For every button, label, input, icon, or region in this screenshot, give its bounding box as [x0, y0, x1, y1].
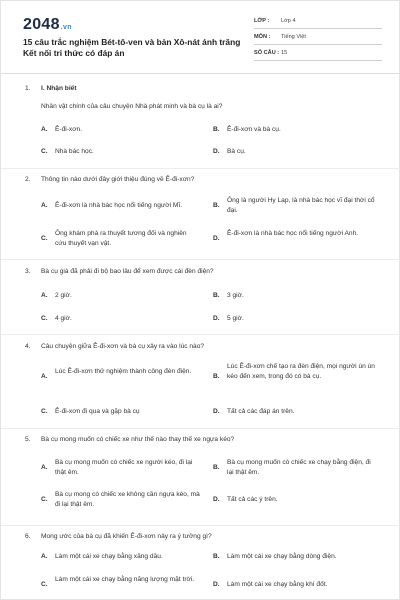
document-header	[1, 1, 399, 73]
question-number: 1.	[25, 85, 31, 92]
option-text: Lúc Ê-đi-xơn thử nghiệm thành công đèn điện.	[55, 368, 192, 375]
option-text: Ông là người Hy Lạp, là nhà bác học vĩ đại thời cổ đại.	[227, 197, 375, 214]
logo-suffix: .vn	[60, 24, 72, 31]
option-text: Bà cụ mong muốn có chiếc xe người kéo, đi lại thật êm.	[55, 459, 193, 476]
option-letter: B.	[213, 202, 220, 209]
question-stem: Bà cụ già đã phải đi bộ bao lâu để xem được cái đèn điện?	[41, 268, 214, 275]
option-text: Ê-đi-xơn là nhà bác học nổi tiếng người Anh.	[227, 230, 359, 237]
question-number: 4.	[25, 343, 31, 350]
option-letter: C.	[41, 235, 48, 242]
option-text: Ê-đi-xơn đi qua và gặp bà cụ	[55, 408, 140, 415]
option-text: 2 giờ.	[55, 292, 72, 299]
meta-value: Tiếng Việt	[281, 33, 306, 40]
option-letter: A.	[41, 373, 48, 380]
option-letter: B.	[213, 373, 220, 380]
option-letter: B.	[213, 464, 220, 471]
option-letter: A.	[41, 464, 48, 471]
meta-value: Lớp 4	[281, 17, 296, 24]
option-text: Bà cụ.	[227, 148, 246, 155]
option-text: Nhà bác học.	[55, 148, 94, 155]
question-divider	[1, 525, 400, 526]
option-letter: A.	[41, 553, 48, 560]
meta-row-subject	[254, 29, 382, 45]
option-letter: D.	[213, 408, 220, 415]
option-text: 3 giờ.	[227, 292, 244, 299]
question-text	[25, 342, 204, 351]
question-text	[25, 532, 212, 541]
meta-value: 15	[281, 49, 288, 56]
question-divider	[1, 168, 400, 169]
section-heading	[25, 84, 77, 93]
option-letter: A.	[41, 126, 48, 133]
question-text	[25, 175, 194, 184]
option-letter: D.	[213, 235, 220, 242]
question-number: 2.	[25, 176, 31, 183]
option-text: Ông khám phá ra thuyết tương đối và nghiên cứu thuyết vạn vật.	[55, 230, 187, 247]
option-text: Ê-đi-xơn là nhà bác học nổi tiếng người Mĩ.	[55, 202, 183, 209]
option-text: Lúc Ê-đi-xơn chế tạo ra đèn điện, mọi người ùn ùn kéo đến xem, trong đó có bà cụ.	[227, 363, 375, 380]
site-logo[interactable]	[23, 16, 72, 37]
option-letter: D.	[213, 148, 220, 155]
question-number: 3.	[25, 268, 31, 275]
option-text: Tất cả các ý trên.	[227, 496, 278, 503]
option-letter: D.	[213, 496, 220, 503]
option-letter: C.	[41, 148, 48, 155]
option-text: 5 giờ.	[227, 315, 244, 322]
option-text: Ê-đi-xơn.	[55, 126, 83, 133]
meta-row-class	[254, 13, 382, 29]
meta-table	[254, 13, 382, 61]
option-text: Làm một cái xe chạy bằng khí đốt.	[227, 581, 328, 588]
option-text: Làm một cái xe chạy bằng dòng điện.	[227, 553, 337, 560]
option-text: Bà cụ mong muốn có chiếc xe chạy bằng điện, đi lại thật êm.	[227, 459, 371, 476]
option-letter: C.	[41, 496, 48, 503]
logo-text: 2048	[23, 16, 60, 33]
option-letter: B.	[213, 292, 220, 299]
option-text: Bà cụ mong có chiếc xe không cần ngựa kéo, mà đi lại thật êm.	[55, 491, 200, 508]
question-stem: Bà cụ mong muốn có chiếc xe như thế nào thay thế xe ngựa kéo?	[41, 436, 235, 443]
header-divider	[1, 73, 400, 74]
option-text: Ê-đi-xơn và bà cụ.	[227, 126, 281, 133]
option-letter: C.	[41, 315, 48, 322]
question-text	[25, 267, 214, 276]
question-divider	[1, 428, 400, 429]
meta-label: MÔN :	[254, 33, 271, 40]
option-letter: C.	[41, 581, 48, 588]
question-stem: Mong ước của bà cụ đã khiến Ê-đi-xơn nảy ra ý tưởng gì?	[41, 533, 212, 540]
section-title: I. Nhận biết	[41, 85, 77, 92]
question-number: 5.	[25, 436, 31, 443]
option-letter: D.	[213, 315, 220, 322]
option-letter: B.	[213, 553, 220, 560]
question-number: 6.	[25, 533, 31, 540]
document-title: 15 câu trắc nghiệm Bét-tô-ven và bản Xô-nát ánh trăng Kết nối tri thức có đáp án	[23, 37, 241, 58]
option-text: Làm một cái xe chạy bằng xăng dầu.	[55, 553, 163, 560]
question-stem: Câu chuyện giữa Ê-đi-xơn và bà cụ xảy ra vào lúc nào?	[41, 343, 205, 350]
option-letter: B.	[213, 126, 220, 133]
option-text: Tất cả các đáp án trên.	[227, 408, 295, 415]
option-letter: A.	[41, 292, 48, 299]
question-text	[25, 435, 234, 444]
question-divider	[1, 259, 400, 260]
meta-label: SỐ CÂU :	[254, 49, 280, 56]
option-letter: A.	[41, 202, 48, 209]
meta-label: LỚP :	[254, 17, 270, 24]
option-text: Làm một cái xe chạy bằng năng lượng mặt trời.	[55, 576, 195, 583]
question-text: Nhân vật chính của câu chuyện Nhà phát minh và bà cụ là ai?	[41, 103, 223, 110]
option-text: 4 giờ.	[55, 315, 72, 322]
option-letter: D.	[213, 581, 220, 588]
question-stem: Thông tin nào dưới đây giới thiệu đúng về Ê-đi-xơn?	[41, 176, 195, 183]
meta-row-count	[254, 45, 382, 61]
question-divider	[1, 334, 400, 335]
option-letter: C.	[41, 408, 48, 415]
